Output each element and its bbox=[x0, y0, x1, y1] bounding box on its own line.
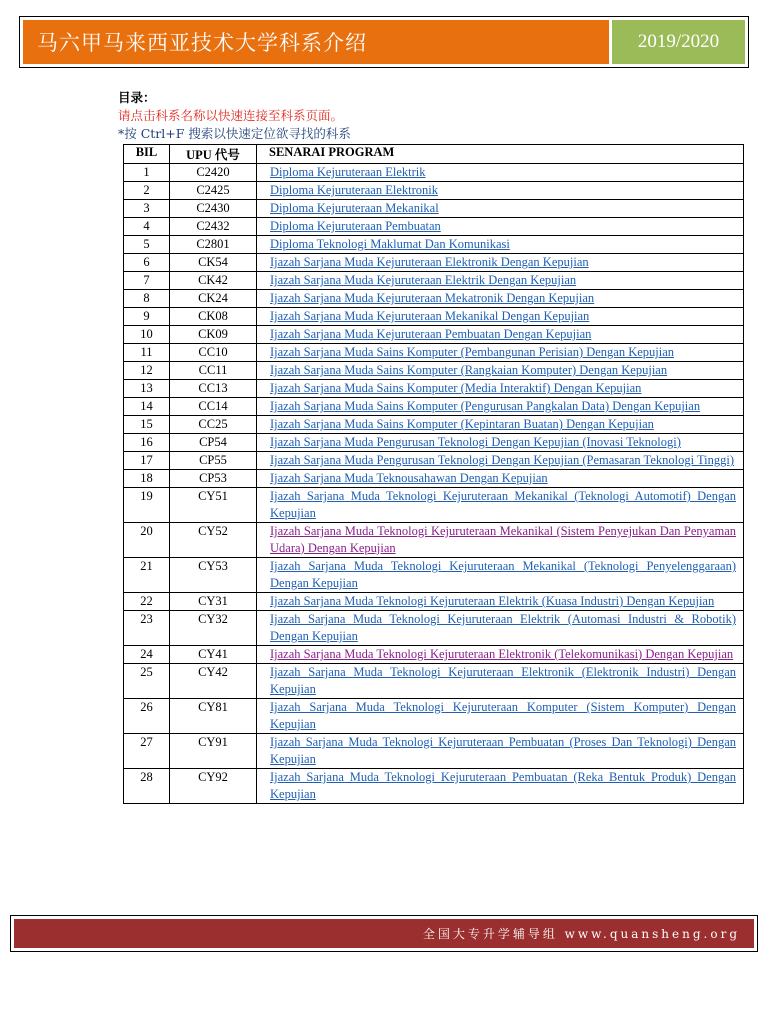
row-number: 28 bbox=[124, 769, 170, 804]
program-cell bbox=[257, 470, 744, 488]
upu-code: CC13 bbox=[170, 380, 257, 398]
program-cell bbox=[257, 182, 744, 200]
upu-code: CK42 bbox=[170, 272, 257, 290]
program-link[interactable]: Ijazah Sarjana Muda Teknologi Kejuruteraan Elektronik (Elektronik Industri) Dengan Kepujian bbox=[270, 665, 736, 696]
table-row bbox=[124, 254, 744, 272]
program-cell bbox=[257, 254, 744, 272]
row-number: 20 bbox=[124, 523, 170, 558]
table-row bbox=[124, 593, 744, 611]
table-row bbox=[124, 218, 744, 236]
row-number: 3 bbox=[124, 200, 170, 218]
table-header-row bbox=[124, 145, 744, 164]
program-link[interactable]: Ijazah Sarjana Muda Sains Komputer (Pengurusan Pangkalan Data) Dengan Kepujian bbox=[270, 399, 701, 413]
program-link[interactable]: Ijazah Sarjana Muda Sains Komputer (Pembangunan Perisian) Dengan Kepujian bbox=[270, 345, 675, 359]
program-cell bbox=[257, 398, 744, 416]
program-cell bbox=[257, 611, 744, 646]
program-link[interactable]: Ijazah Sarjana Muda Kejuruteraan Mekatronik Dengan Kepujian bbox=[270, 291, 595, 305]
row-number: 11 bbox=[124, 344, 170, 362]
table-row bbox=[124, 272, 744, 290]
program-cell bbox=[257, 434, 744, 452]
upu-code: CP53 bbox=[170, 470, 257, 488]
program-cell bbox=[257, 236, 744, 254]
page-title: 马六甲马来西亚技术大学科系介绍 bbox=[23, 20, 609, 64]
table-row bbox=[124, 558, 744, 593]
program-cell bbox=[257, 523, 744, 558]
upu-code: CP54 bbox=[170, 434, 257, 452]
row-number: 26 bbox=[124, 699, 170, 734]
row-number: 24 bbox=[124, 646, 170, 664]
program-link[interactable]: Ijazah Sarjana Muda Sains Komputer (Rangkaian Komputer) Dengan Kepujian bbox=[270, 363, 668, 377]
table-row bbox=[124, 398, 744, 416]
row-number: 17 bbox=[124, 452, 170, 470]
program-cell bbox=[257, 452, 744, 470]
table-row bbox=[124, 452, 744, 470]
row-number: 25 bbox=[124, 664, 170, 699]
program-cell bbox=[257, 488, 744, 523]
program-link[interactable]: Ijazah Sarjana Muda Teknologi Kejuruteraan Mekanikal (Teknologi Penyelenggaraan) Dengan Kepujian bbox=[270, 559, 736, 590]
table-row bbox=[124, 308, 744, 326]
table-row bbox=[124, 611, 744, 646]
row-number: 8 bbox=[124, 290, 170, 308]
program-link[interactable]: Ijazah Sarjana Muda Teknologi Kejuruteraan Pembuatan (Proses Dan Teknologi) Dengan Kepujian bbox=[270, 735, 736, 766]
program-link[interactable]: Ijazah Sarjana Muda Kejuruteraan Pembuatan Dengan Kepujian bbox=[270, 327, 592, 341]
table-row bbox=[124, 236, 744, 254]
program-link[interactable]: Ijazah Sarjana Muda Teknousahawan Dengan Kepujian bbox=[270, 471, 548, 485]
page-footer bbox=[10, 915, 758, 952]
toc-title: 目录： bbox=[118, 90, 156, 105]
row-number: 27 bbox=[124, 734, 170, 769]
row-number: 5 bbox=[124, 236, 170, 254]
upu-code: CK24 bbox=[170, 290, 257, 308]
program-link[interactable]: Ijazah Sarjana Muda Teknologi Kejuruteraan Komputer (Sistem Komputer) Dengan Kepujian bbox=[270, 700, 736, 731]
row-number: 19 bbox=[124, 488, 170, 523]
program-cell bbox=[257, 308, 744, 326]
program-cell bbox=[257, 380, 744, 398]
table-row bbox=[124, 664, 744, 699]
row-number: 6 bbox=[124, 254, 170, 272]
program-link[interactable]: Diploma Kejuruteraan Elektronik bbox=[270, 183, 438, 197]
row-number: 7 bbox=[124, 272, 170, 290]
row-number: 14 bbox=[124, 398, 170, 416]
upu-code: CC25 bbox=[170, 416, 257, 434]
program-link[interactable]: Diploma Kejuruteraan Pembuatan bbox=[270, 219, 441, 233]
program-link[interactable]: Ijazah Sarjana Muda Teknologi Kejuruteraan Elektrik (Automasi Industri & Robotik) Dengan Kepujian bbox=[270, 612, 736, 643]
program-link[interactable]: Ijazah Sarjana Muda Kejuruteraan Mekanikal Dengan Kepujian bbox=[270, 309, 590, 323]
upu-code: CY91 bbox=[170, 734, 257, 769]
upu-code: CY41 bbox=[170, 646, 257, 664]
program-cell bbox=[257, 290, 744, 308]
upu-code: C2425 bbox=[170, 182, 257, 200]
row-number: 16 bbox=[124, 434, 170, 452]
row-number: 21 bbox=[124, 558, 170, 593]
table-row bbox=[124, 646, 744, 664]
program-cell bbox=[257, 362, 744, 380]
table-row bbox=[124, 182, 744, 200]
program-cell bbox=[257, 164, 744, 182]
program-link[interactable]: Ijazah Sarjana Muda Pengurusan Teknologi Dengan Kepujian (Pemasaran Teknologi Tinggi) bbox=[270, 453, 735, 467]
table-row bbox=[124, 380, 744, 398]
program-cell bbox=[257, 769, 744, 804]
program-cell bbox=[257, 416, 744, 434]
program-cell bbox=[257, 218, 744, 236]
program-cell bbox=[257, 344, 744, 362]
upu-code: C2432 bbox=[170, 218, 257, 236]
upu-code: C2430 bbox=[170, 200, 257, 218]
program-cell bbox=[257, 326, 744, 344]
column-header-bil: BIL bbox=[124, 145, 170, 164]
upu-code: CY52 bbox=[170, 523, 257, 558]
program-cell bbox=[257, 664, 744, 699]
program-link[interactable]: Ijazah Sarjana Muda Teknologi Kejuruteraan Elektronik (Telekomunikasi) Dengan Kepujian bbox=[270, 647, 734, 661]
row-number: 9 bbox=[124, 308, 170, 326]
upu-code: CY81 bbox=[170, 699, 257, 734]
row-number: 12 bbox=[124, 362, 170, 380]
table-row bbox=[124, 200, 744, 218]
row-number: 13 bbox=[124, 380, 170, 398]
upu-code: CC14 bbox=[170, 398, 257, 416]
program-link[interactable]: Ijazah Sarjana Muda Teknologi Kejuruteraan Pembuatan (Reka Bentuk Produk) Dengan Kepujian bbox=[270, 770, 736, 801]
table-of-contents-intro bbox=[118, 89, 351, 143]
program-cell bbox=[257, 272, 744, 290]
table-row bbox=[124, 326, 744, 344]
program-link[interactable]: Ijazah Sarjana Muda Kejuruteraan Elektronik Dengan Kepujian bbox=[270, 255, 589, 269]
table-row bbox=[124, 416, 744, 434]
footer-text: 全国大专升学辅导组 www.quansheng.org bbox=[14, 919, 754, 948]
upu-code: C2420 bbox=[170, 164, 257, 182]
table-row bbox=[124, 523, 744, 558]
table-row bbox=[124, 362, 744, 380]
table-body bbox=[124, 164, 744, 804]
program-link[interactable]: Diploma Teknologi Maklumat Dan Komunikasi bbox=[270, 237, 510, 251]
upu-code: CY51 bbox=[170, 488, 257, 523]
program-link[interactable]: Diploma Kejuruteraan Elektrik bbox=[270, 165, 426, 179]
upu-code: CY53 bbox=[170, 558, 257, 593]
program-link[interactable]: Ijazah Sarjana Muda Sains Komputer (Media Interaktif) Dengan Kepujian bbox=[270, 381, 642, 395]
table-row bbox=[124, 769, 744, 804]
program-cell bbox=[257, 200, 744, 218]
program-cell bbox=[257, 734, 744, 769]
upu-code: CK09 bbox=[170, 326, 257, 344]
row-number: 10 bbox=[124, 326, 170, 344]
program-link[interactable]: Ijazah Sarjana Muda Teknologi Kejuruteraan Elektrik (Kuasa Industri) Dengan Kepujian bbox=[270, 594, 715, 608]
program-link[interactable]: Ijazah Sarjana Muda Teknologi Kejuruteraan Mekanikal (Sistem Penyejukan Dan Penyaman Udara) Dengan Kepujian bbox=[270, 524, 736, 555]
table-row bbox=[124, 488, 744, 523]
program-link[interactable]: Ijazah Sarjana Muda Teknologi Kejuruteraan Mekanikal (Teknologi Automotif) Dengan Kepujian bbox=[270, 489, 736, 520]
row-number: 15 bbox=[124, 416, 170, 434]
table-row bbox=[124, 699, 744, 734]
upu-code: CY31 bbox=[170, 593, 257, 611]
table-row bbox=[124, 734, 744, 769]
program-link[interactable]: Ijazah Sarjana Muda Sains Komputer (Kepintaran Buatan) Dengan Kepujian bbox=[270, 417, 654, 431]
toc-instruction-click: 请点击科系名称以快速连接至科系页面。 bbox=[118, 108, 344, 123]
table-row bbox=[124, 344, 744, 362]
upu-code: C2801 bbox=[170, 236, 257, 254]
program-link[interactable]: Ijazah Sarjana Muda Kejuruteraan Elektrik Dengan Kepujian bbox=[270, 273, 577, 287]
table-row bbox=[124, 470, 744, 488]
academic-year: 2019/2020 bbox=[612, 20, 745, 64]
program-cell bbox=[257, 558, 744, 593]
upu-code: CY42 bbox=[170, 664, 257, 699]
upu-code: CC10 bbox=[170, 344, 257, 362]
upu-code: CC11 bbox=[170, 362, 257, 380]
column-header-upu: UPU 代号 bbox=[170, 145, 257, 164]
program-cell bbox=[257, 646, 744, 664]
upu-code: CK54 bbox=[170, 254, 257, 272]
table-row bbox=[124, 290, 744, 308]
program-link[interactable]: Diploma Kejuruteraan Mekanikal bbox=[270, 201, 439, 215]
upu-code: CY92 bbox=[170, 769, 257, 804]
toc-instruction-search: *按 Ctrl+F 搜索以快速定位欲寻找的科系 bbox=[118, 126, 351, 141]
row-number: 18 bbox=[124, 470, 170, 488]
table-row bbox=[124, 434, 744, 452]
column-header-program: SENARAI PROGRAM bbox=[257, 145, 744, 164]
page-header bbox=[19, 16, 749, 68]
program-cell bbox=[257, 699, 744, 734]
program-table bbox=[123, 144, 744, 804]
row-number: 1 bbox=[124, 164, 170, 182]
row-number: 23 bbox=[124, 611, 170, 646]
program-link[interactable]: Ijazah Sarjana Muda Pengurusan Teknologi Dengan Kepujian (Inovasi Teknologi) bbox=[270, 435, 681, 449]
upu-code: CP55 bbox=[170, 452, 257, 470]
row-number: 4 bbox=[124, 218, 170, 236]
upu-code: CY32 bbox=[170, 611, 257, 646]
upu-code: CK08 bbox=[170, 308, 257, 326]
table-row bbox=[124, 164, 744, 182]
row-number: 2 bbox=[124, 182, 170, 200]
program-cell bbox=[257, 593, 744, 611]
row-number: 22 bbox=[124, 593, 170, 611]
